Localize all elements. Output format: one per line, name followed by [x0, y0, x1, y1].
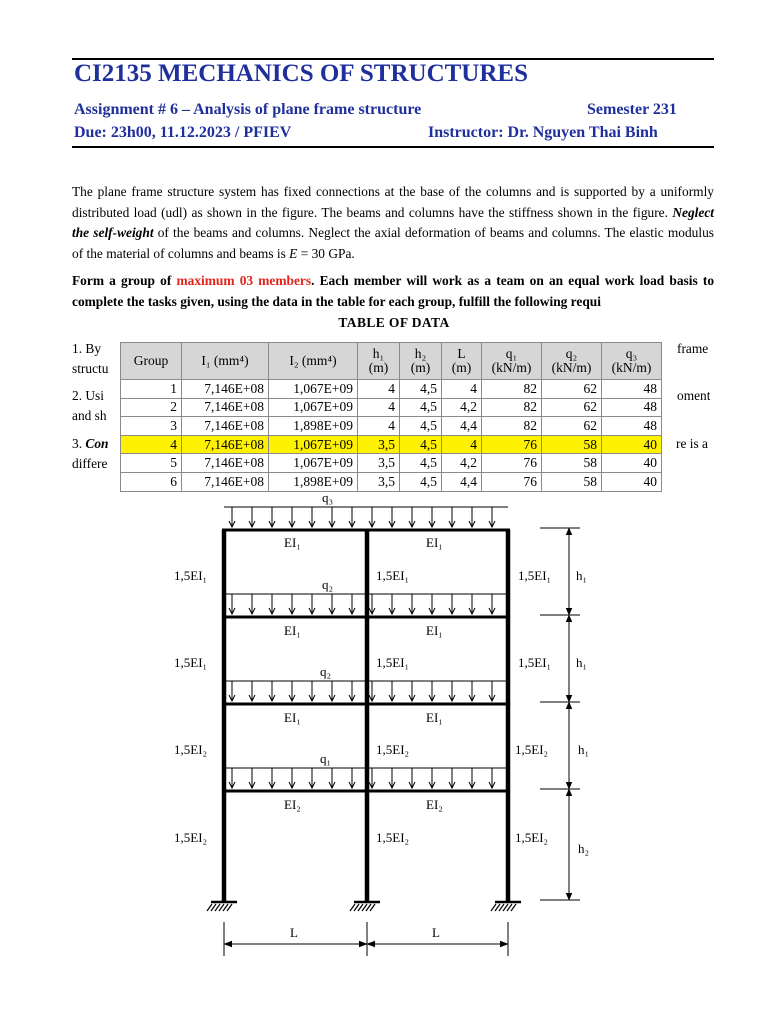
task-3-cont: differe	[72, 456, 108, 471]
table-cell: 1,898E+09	[269, 472, 358, 491]
col-header: q₁ (kN/m)	[482, 343, 542, 380]
table-cell: 1,067E+09	[269, 398, 358, 417]
table-cell: 4,5	[400, 472, 442, 491]
task-3-left: 3. Con	[72, 436, 109, 451]
beam-label: EI₁	[426, 710, 443, 725]
due-date: Due: 23h00, 11.12.2023 / PFIEV	[74, 124, 292, 141]
table-cell: 4	[442, 435, 482, 454]
beam-label: EI₁	[426, 623, 443, 638]
table-cell: 4	[358, 380, 400, 399]
table-cell: 4	[358, 417, 400, 436]
table-cell: 62	[542, 417, 602, 436]
col-header: h₁ (m)	[358, 343, 400, 380]
column-label: 1,5EI₂	[376, 742, 410, 757]
table-cell: 58	[542, 435, 602, 454]
task-3-right: re is a	[676, 436, 708, 451]
table-cell: 7,146E+08	[182, 417, 269, 436]
table-cell: 62	[542, 380, 602, 399]
table-cell: 82	[482, 398, 542, 417]
load-label-q3: q₃	[322, 490, 334, 505]
table-cell: 4,5	[400, 454, 442, 473]
table-cell: 1	[121, 380, 182, 399]
semester: Semester 231	[587, 101, 677, 118]
data-table	[120, 342, 662, 492]
table-cell: 4	[121, 435, 182, 454]
table-cell: 48	[602, 398, 662, 417]
table-cell: 76	[482, 454, 542, 473]
column-label: 1,5EI₁	[518, 568, 552, 583]
column-label: 1,5EI₁	[376, 568, 410, 583]
table-cell: 4,5	[400, 435, 442, 454]
col-header: I₂ (mm⁴)	[269, 343, 358, 380]
table-header-row	[121, 343, 662, 380]
table-row	[121, 398, 662, 417]
span-arrowhead	[367, 941, 375, 947]
col-header: I₁ (mm⁴)	[182, 343, 269, 380]
load-label-q2-lower: q₂	[320, 664, 332, 679]
table-row	[121, 454, 662, 473]
table-cell: 40	[602, 454, 662, 473]
task-2-right: oment	[677, 388, 711, 403]
course-title: CI2135 MECHANICS OF STRUCTURES	[74, 60, 528, 87]
dim-arrowhead	[566, 608, 572, 615]
table-cell: 62	[542, 398, 602, 417]
column-label: 1,5EI₁	[174, 568, 208, 583]
table-cell: 58	[542, 454, 602, 473]
span-arrowhead	[500, 941, 508, 947]
column-label: 1,5EI₂	[515, 742, 549, 757]
frame-figure	[0, 488, 768, 958]
dim-arrowhead	[566, 615, 572, 622]
beam-label: EI₂	[426, 797, 443, 812]
table-cell: 4	[358, 398, 400, 417]
column-label: 1,5EI₁	[518, 655, 552, 670]
table-cell: 7,146E+08	[182, 454, 269, 473]
table-row	[121, 380, 662, 399]
col-header: q₃ (kN/m)	[602, 343, 662, 380]
task-1-right: frame	[677, 341, 709, 356]
load-label-q1: q₁	[320, 751, 332, 766]
table-cell: 4,5	[400, 398, 442, 417]
table-cell: 82	[482, 380, 542, 399]
col-header: h₂ (m)	[400, 343, 442, 380]
col-header: L (m)	[442, 343, 482, 380]
beam-label: EI₁	[284, 623, 301, 638]
header-rule	[72, 146, 714, 148]
table-cell: 4,5	[400, 380, 442, 399]
group-paragraph: Form a group of maximum 03 members. Each member will work as a team on an equal work load basis to complete the tasks given, using the data in the table for each group, fulfill the following requi	[72, 273, 715, 309]
height-label: h₁	[576, 568, 588, 583]
beam-label: EI₁	[284, 710, 301, 725]
table-cell: 1,898E+09	[269, 417, 358, 436]
table-cell: 48	[602, 380, 662, 399]
height-label: h₂	[578, 841, 590, 856]
table-cell: 7,146E+08	[182, 472, 269, 491]
assignment-title: Assignment # 6 – Analysis of plane frame structure	[74, 101, 422, 118]
table-cell: 82	[482, 417, 542, 436]
table-cell: 7,146E+08	[182, 398, 269, 417]
table-cell: 3,5	[358, 454, 400, 473]
table-cell: 4,5	[400, 417, 442, 436]
dim-arrowhead	[566, 782, 572, 789]
column-label: 1,5EI₁	[174, 655, 208, 670]
table-cell: 58	[542, 472, 602, 491]
beam-label: EI₁	[426, 535, 443, 550]
table-cell: 40	[602, 435, 662, 454]
column-label: 1,5EI₂	[174, 830, 208, 845]
intro-paragraph: The plane frame structure system has fixed connections at the base of the columns and is supported by a uniformly distributed load (udl) as shown in the figure. The beams and columns have the stiffness shown in the figure. Neglect the self-weight of the beams and columns. Neglect the axial deformation of beams and columns. The elastic modulus of the material of columns and beams is E = 30 GPa.	[72, 184, 714, 261]
column-label: 1,5EI₁	[376, 655, 410, 670]
span-label: L	[290, 925, 298, 940]
table-cell: 5	[121, 454, 182, 473]
column-label: 1,5EI₂	[376, 830, 410, 845]
beam-label: EI₁	[284, 535, 301, 550]
table-cell: 48	[602, 417, 662, 436]
height-label: h₁	[576, 655, 588, 670]
table-cell: 1,067E+09	[269, 454, 358, 473]
dim-arrowhead	[566, 893, 572, 900]
table-cell: 3,5	[358, 472, 400, 491]
instructor: Instructor: Dr. Nguyen Thai Binh	[428, 124, 658, 141]
height-label: h₁	[578, 742, 590, 757]
data-table-panel	[118, 312, 670, 492]
table-cell: 4,4	[442, 472, 482, 491]
span-arrowhead	[224, 941, 232, 947]
col-header: q₂ (kN/m)	[542, 343, 602, 380]
column-label: 1,5EI₂	[174, 742, 208, 757]
table-cell: 6	[121, 472, 182, 491]
load-label-q2-upper: q₂	[322, 577, 334, 592]
table-cell: 40	[602, 472, 662, 491]
table-cell: 4,4	[442, 417, 482, 436]
dim-arrowhead	[566, 695, 572, 702]
table-row	[121, 435, 662, 454]
table-cell: 4,2	[442, 454, 482, 473]
table-cell: 76	[482, 472, 542, 491]
beam-label: EI₂	[284, 797, 301, 812]
table-cell: 3,5	[358, 435, 400, 454]
table-cell: 76	[482, 435, 542, 454]
task-2-cont: and sh	[72, 408, 107, 423]
table-cell: 1,067E+09	[269, 380, 358, 399]
dim-arrowhead	[566, 528, 572, 535]
table-row	[121, 417, 662, 436]
table-cell: 4	[442, 380, 482, 399]
table-cell: 3	[121, 417, 182, 436]
span-arrowhead	[359, 941, 367, 947]
table-cell: 7,146E+08	[182, 435, 269, 454]
task-1-cont: structu	[72, 361, 109, 376]
task-2-left: 2. Usi	[72, 388, 104, 403]
dim-arrowhead	[566, 702, 572, 709]
span-label: L	[432, 925, 440, 940]
table-cell: 7,146E+08	[182, 380, 269, 399]
table-cell: 2	[121, 398, 182, 417]
table-title: TABLE OF DATA	[338, 315, 450, 330]
table-cell: 4,2	[442, 398, 482, 417]
dim-arrowhead	[566, 789, 572, 796]
task-1-left: 1. By	[72, 341, 102, 356]
table-cell: 1,067E+09	[269, 435, 358, 454]
col-header: Group	[121, 343, 182, 380]
column-label: 1,5EI₂	[515, 830, 549, 845]
